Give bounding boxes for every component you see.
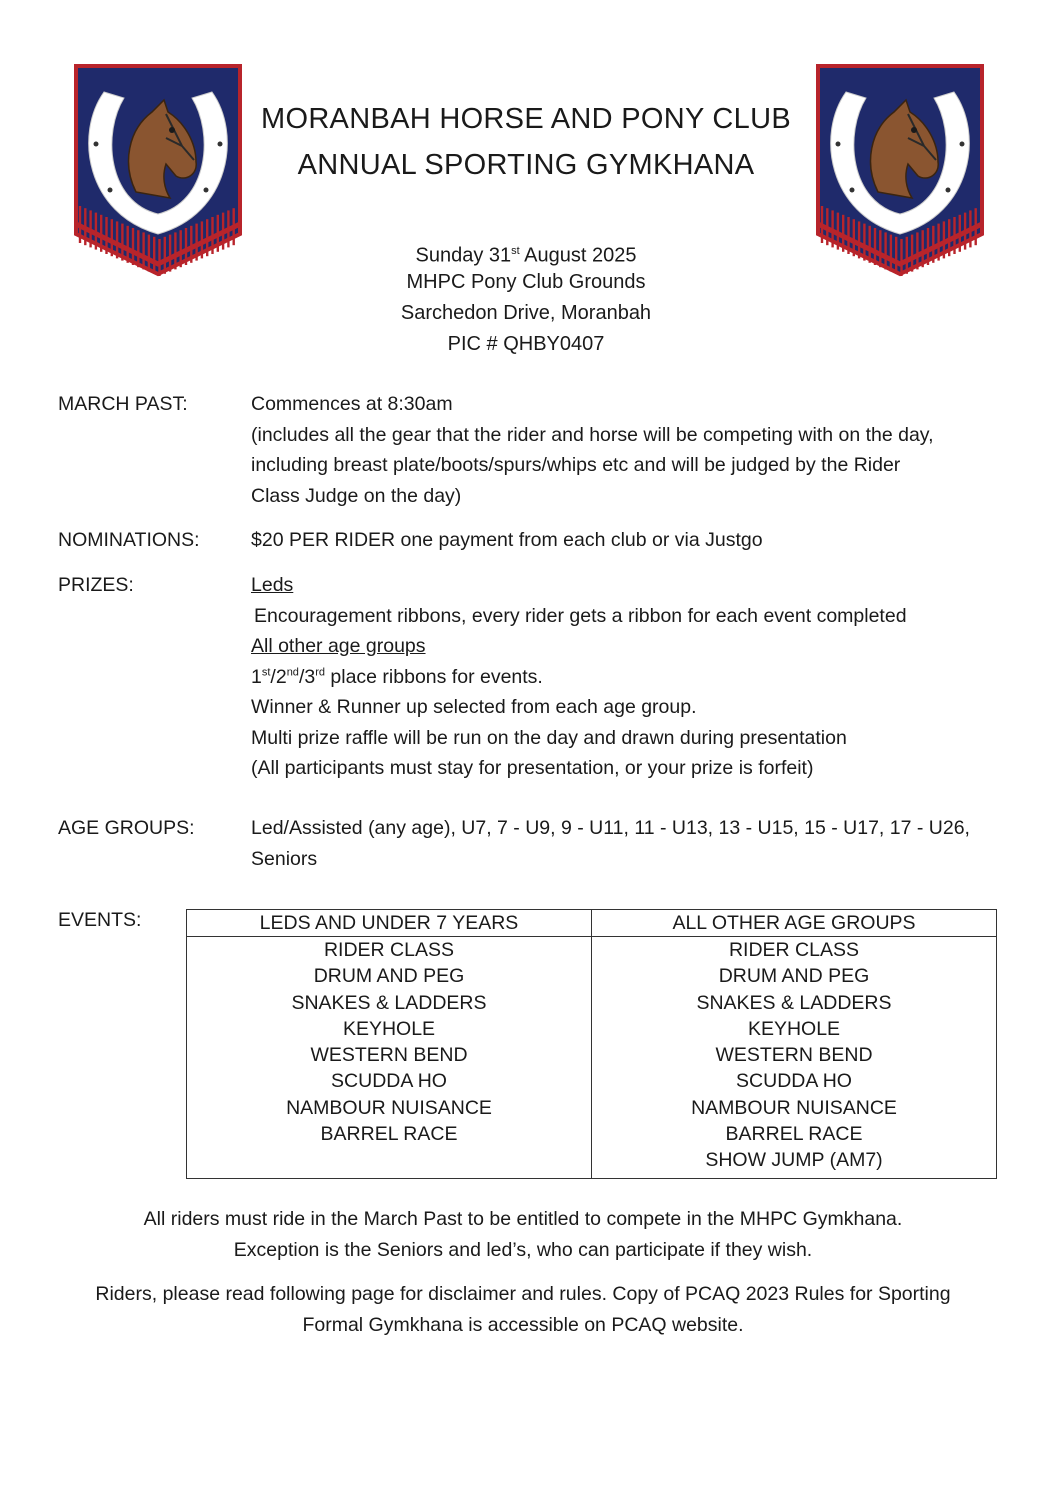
prizes-winner: Winner & Runner up selected from each age group. — [251, 696, 697, 718]
events-label: EVENTS: — [58, 909, 142, 931]
event-item: DRUM AND PEG — [718, 965, 870, 988]
event-item: SNAKES & LADDERS — [291, 991, 487, 1014]
event-item: WESTERN BEND — [310, 1044, 468, 1067]
event-item: RIDER CLASS — [728, 939, 860, 961]
event-pic: PIC # QHBY0407 — [447, 333, 605, 355]
event-item: NAMBOUR NUISANCE — [691, 1096, 897, 1119]
age-groups-text — [251, 813, 1011, 874]
event-item: RIDER CLASS — [323, 939, 455, 961]
event-item: SCUDDA HO — [736, 1070, 852, 1093]
events-col-header-leds: LEDS AND UNDER 7 YEARS — [187, 910, 592, 937]
march-past-text — [251, 389, 1011, 511]
event-item: KEYHOLE — [747, 1017, 841, 1040]
events-col-header-other: ALL OTHER AGE GROUPS — [592, 910, 997, 937]
age-groups-line: Seniors — [251, 847, 318, 870]
page-title-line-2: ANNUAL SPORTING GYMKHANA — [297, 149, 755, 181]
prizes-leds-text: Encouragement ribbons, every rider gets a ribbon for each event completed — [254, 604, 907, 627]
prizes-text — [251, 570, 1011, 784]
march-past-line: (includes all the gear that the rider and horse will be competing with on the day, — [251, 423, 934, 446]
prizes-label: PRIZES: — [58, 574, 134, 596]
event-item: DRUM AND PEG — [313, 965, 465, 988]
prizes-forfeit: (All participants must stay for presentation, or your prize is forfeit) — [251, 757, 814, 779]
age-groups-label: AGE GROUPS: — [58, 817, 195, 839]
march-past-label: MARCH PAST: — [58, 393, 188, 415]
event-item: BARREL RACE — [320, 1123, 458, 1146]
event-item: WESTERN BEND — [715, 1044, 873, 1067]
event-venue: MHPC Pony Club Grounds — [406, 271, 646, 293]
nominations-text: $20 PER RIDER one payment from each club or via Justgo — [251, 529, 763, 551]
prizes-other-heading: All other age groups — [251, 635, 426, 657]
events-col-leds — [187, 937, 592, 1179]
page-title-line-1: MORANBAH HORSE AND PONY CLUB — [261, 103, 791, 135]
march-past-line: Class Judge on the day) — [251, 484, 462, 507]
prizes-places: 1st/2nd/3rd place ribbons for events. — [251, 665, 543, 688]
footer-line: Exception is the Seniors and led’s, who can participate if they wish. — [233, 1238, 813, 1261]
prizes-raffle: Multi prize raffle will be run on the day and drawn during presentation — [251, 726, 847, 749]
events-table — [186, 909, 997, 1179]
age-groups-line: Led/Assisted (any age), U7, 7 - U9, 9 - U11, 11 - U13, 13 - U15, 15 - U17, 17 - U26, — [251, 817, 970, 839]
event-date: Sunday 31st August 2025 — [415, 244, 637, 267]
footer-line: Riders, please read following page for disclaimer and rules. Copy of PCAQ 2023 Rules for Sporting — [95, 1283, 951, 1305]
footer-line: Formal Gymkhana is accessible on PCAQ website. — [302, 1313, 744, 1336]
footer-rules — [40, 1279, 1006, 1340]
event-item: SNAKES & LADDERS — [696, 991, 892, 1014]
event-info — [200, 236, 852, 360]
march-past-line: Commences at 8:30am — [251, 393, 453, 415]
event-item: SHOW JUMP (AM7) — [705, 1149, 883, 1172]
footer-notice — [40, 1204, 1006, 1265]
event-item: SCUDDA HO — [331, 1070, 447, 1093]
prizes-leds-heading: Leds — [251, 574, 294, 596]
footer-line: All riders must ride in the March Past to be entitled to compete in the MHPC Gymkhana. — [143, 1208, 903, 1230]
events-col-other — [592, 937, 997, 1179]
event-address: Sarchedon Drive, Moranbah — [400, 302, 652, 324]
event-item: BARREL RACE — [725, 1123, 863, 1146]
event-item: NAMBOUR NUISANCE — [286, 1096, 492, 1119]
nominations-label: NOMINATIONS: — [58, 529, 200, 551]
march-past-line: including breast plate/boots/spurs/whips etc and will be judged by the Rider — [251, 454, 901, 476]
event-item: KEYHOLE — [342, 1017, 436, 1040]
